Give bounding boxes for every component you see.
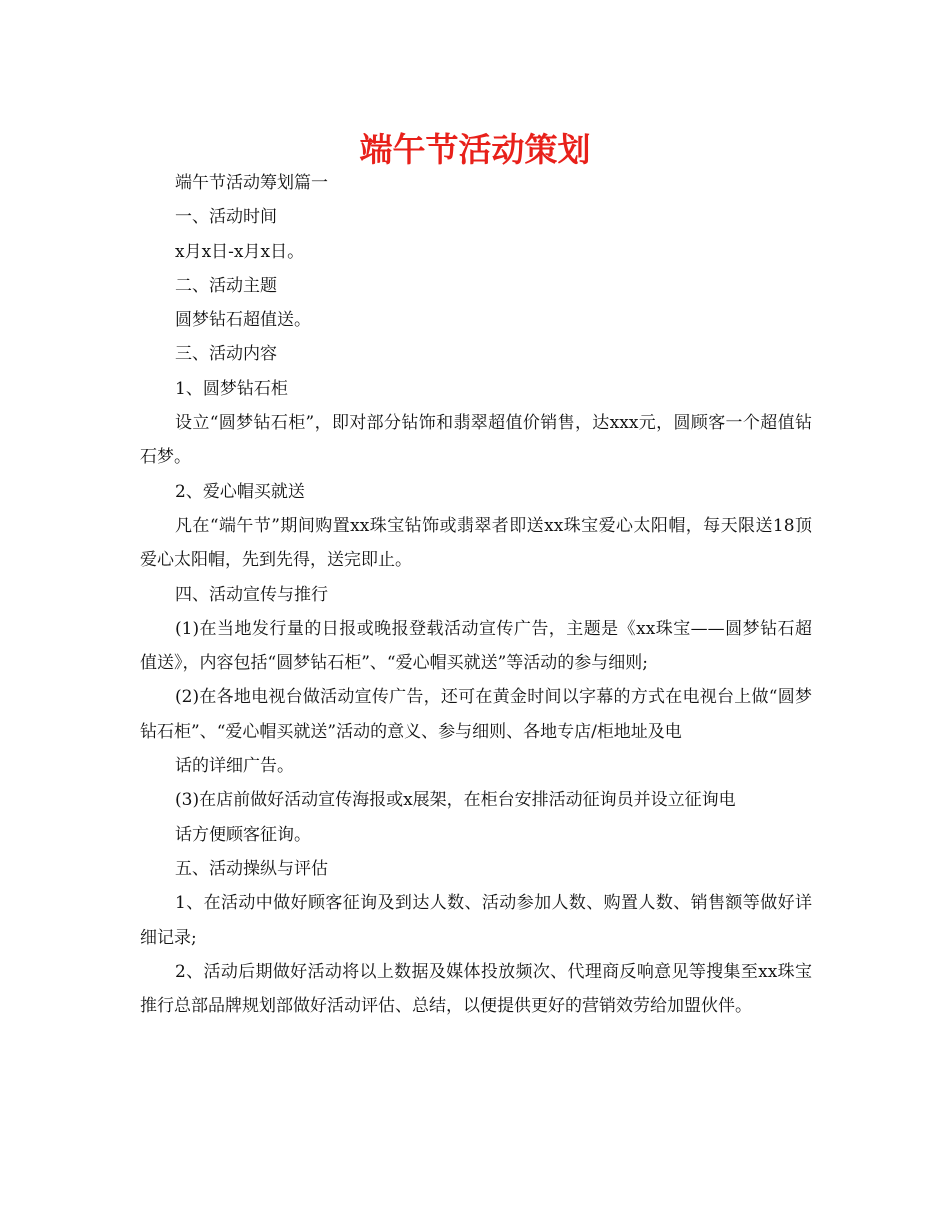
paragraph-hat-gift: 凡在“端午节”期间购置xx珠宝钻饰或翡翠者即送xx珠宝爱心太阳帽，每天限送18顶爱心太阳帽，先到先得，送完即止。 bbox=[140, 515, 812, 571]
paragraph-promotion-3-continued: 话方便顾客征询。 bbox=[175, 824, 311, 845]
section-subtitle: 端午节活动筹划篇一 bbox=[175, 173, 328, 193]
paragraph-evaluation-2: 2、活动后期做好活动将以上数据及媒体投放频次、代理商反响意见等搜集至xx珠宝推行总部品牌规划部做好活动评估、总结，以便提供更好的营销效劳给加盟伙伴。 bbox=[140, 961, 812, 1017]
document-title: 端午节活动策划 bbox=[359, 130, 591, 169]
paragraph-promotion-2: (2)在各地电视台做活动宣传广告，还可在黄金时间以字幕的方式在电视台上做“圆梦钻石柜”、“爱心帽买就送”活动的意义、参与细则、各地专店/柜地址及电 bbox=[140, 687, 812, 742]
heading-activity-content: 三、活动内容 bbox=[175, 344, 277, 365]
heading-activity-time: 一、活动时间 bbox=[175, 207, 277, 228]
paragraph-diamond-counter: 设立“圆梦钻石柜”，即对部分钻饰和翡翠超值价销售，达xxx元，圆顾客一个超值钻石梦。 bbox=[140, 413, 812, 468]
paragraph-promotion-1: (1)在当地发行量的日报或晚报登载活动宣传广告，主题是《xx珠宝——圆梦钻石超值送》，内容包括“圆梦钻石柜”、“爱心帽买就送”等活动的参与细则; bbox=[140, 618, 812, 674]
paragraph-activity-theme: 圆梦钻石超值送。 bbox=[175, 310, 311, 331]
subheading-diamond-counter: 1、圆梦钻石柜 bbox=[175, 378, 288, 399]
document-body bbox=[140, 166, 812, 1023]
paragraph-promotion-3: (3)在店前做好活动宣传海报或x展架，在柜台安排活动征询员并设立征询电 bbox=[175, 790, 736, 811]
subheading-hat-gift: 2、爱心帽买就送 bbox=[175, 481, 305, 502]
heading-operation-evaluation: 五、活动操纵与评估 bbox=[175, 858, 328, 879]
paragraph-evaluation-1: 1、在活动中做好顾客征询及到达人数、活动参加人数、购置人数、销售额等做好详细记录; bbox=[140, 893, 812, 948]
heading-promotion: 四、活动宣传与推行 bbox=[175, 584, 328, 605]
heading-activity-theme: 二、活动主题 bbox=[175, 275, 277, 296]
paragraph-activity-time: x月x日-x月x日。 bbox=[175, 241, 305, 262]
paragraph-promotion-2-continued: 话的详细广告。 bbox=[175, 756, 294, 777]
